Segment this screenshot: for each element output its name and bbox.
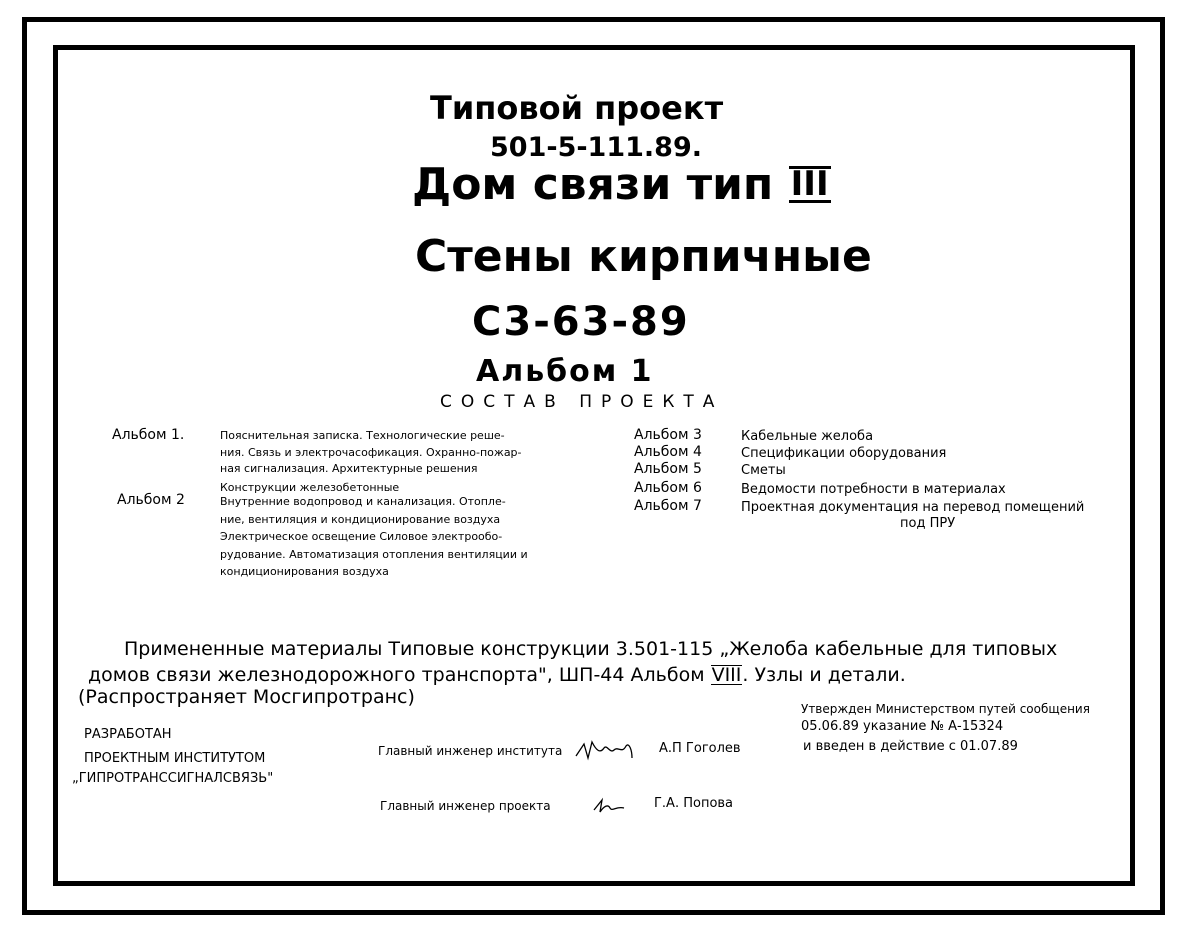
chief-institute-role: Главный инженер института xyxy=(378,744,563,758)
developer-line-1: РАЗРАБОТАН xyxy=(84,727,172,742)
album-1-line: Конструкции железобетонные xyxy=(220,480,400,494)
album-4-text: Спецификации оборудования xyxy=(741,446,947,461)
album-5-text: Сметы xyxy=(741,463,786,478)
materials-line-1: Примененные материалы Типовые конструкции 3.501-115 „Желоба кабельные для типовых xyxy=(124,638,1058,660)
album-2-line: Электрическое освещение Силовое электрообо- xyxy=(220,530,503,543)
materials-line-2 xyxy=(88,665,906,685)
album-6-text: Ведомости потребности в материалах xyxy=(741,482,1006,497)
materials-line-2-a: домов связи железнодорожного транспорта", ШП-44 Альбом xyxy=(88,664,711,686)
building-type-roman: III xyxy=(790,164,829,204)
title-type-project: Типовой проект xyxy=(430,89,724,127)
album-2-line: рудование. Автоматизация отопления вентиляции и xyxy=(220,547,528,561)
developer-line-3: „ГИПРОТРАНССИГНАЛСВЯЗЬ" xyxy=(72,771,274,786)
album-7-text: Проектная документация на перевод помещений xyxy=(741,500,1085,515)
title-composition: СОСТАВ ПРОЕКТА xyxy=(440,392,724,412)
materials-line-3: (Распространяет Мосгипротранс) xyxy=(78,686,415,708)
album-2-line: Внутренние водопровод и канализация. Отопле- xyxy=(220,495,506,508)
approval-line-2: 05.06.89 указание № А-15324 xyxy=(801,719,1004,734)
title-series-code: С3-63-89 xyxy=(472,299,690,345)
album-1-line: Пояснительная записка. Технологические реше- xyxy=(220,429,505,442)
chief-project-name: Г.А. Попова xyxy=(654,796,734,811)
materials-roman: VIII xyxy=(711,664,742,686)
album-2-description xyxy=(220,493,528,581)
album-2-label: Альбом 2 xyxy=(117,492,185,508)
building-type-text: Дом связи тип xyxy=(412,159,789,210)
album-6-label: Альбом 6 xyxy=(634,480,702,496)
album-7-label: Альбом 7 xyxy=(634,498,702,514)
chief-institute-name: А.П Гоголев xyxy=(659,741,741,756)
album-3-text: Кабельные желоба xyxy=(741,429,874,444)
album-7-text-cont: под ПРУ xyxy=(900,516,956,531)
album-2-line: кондиционирования воздуха xyxy=(220,565,389,578)
approval-line-1: Утвержден Министерством путей сообщения xyxy=(801,702,1090,716)
album-4-label: Альбом 4 xyxy=(634,444,702,460)
album-1-label: Альбом 1. xyxy=(112,427,185,443)
developer-line-2: ПРОЕКТНЫМ ИНСТИТУТОМ xyxy=(84,751,266,766)
album-1-line: ная сигнализация. Архитектурные решения xyxy=(220,462,478,475)
chief-project-role: Главный инженер проекта xyxy=(380,799,551,813)
approval-line-3: и введен в действие с 01.07.89 xyxy=(803,739,1018,754)
chief-institute-signature xyxy=(574,736,636,764)
title-album: Альбом 1 xyxy=(476,354,654,389)
title-walls: Стены кирпичные xyxy=(415,231,872,282)
album-1-description xyxy=(220,428,522,496)
album-1-line: ния. Связь и электрочасофикация. Охранно-пожар- xyxy=(220,445,522,459)
title-building-type xyxy=(412,159,831,210)
project-code: 501-5-111.89. xyxy=(490,132,703,163)
album-3-label: Альбом 3 xyxy=(634,427,702,443)
album-5-label: Альбом 5 xyxy=(634,461,702,477)
album-2-line: ние, вентиляция и кондиционирование воздуха xyxy=(220,512,501,526)
chief-project-signature xyxy=(592,796,626,816)
materials-line-2-b: . Узлы и детали. xyxy=(742,664,906,686)
